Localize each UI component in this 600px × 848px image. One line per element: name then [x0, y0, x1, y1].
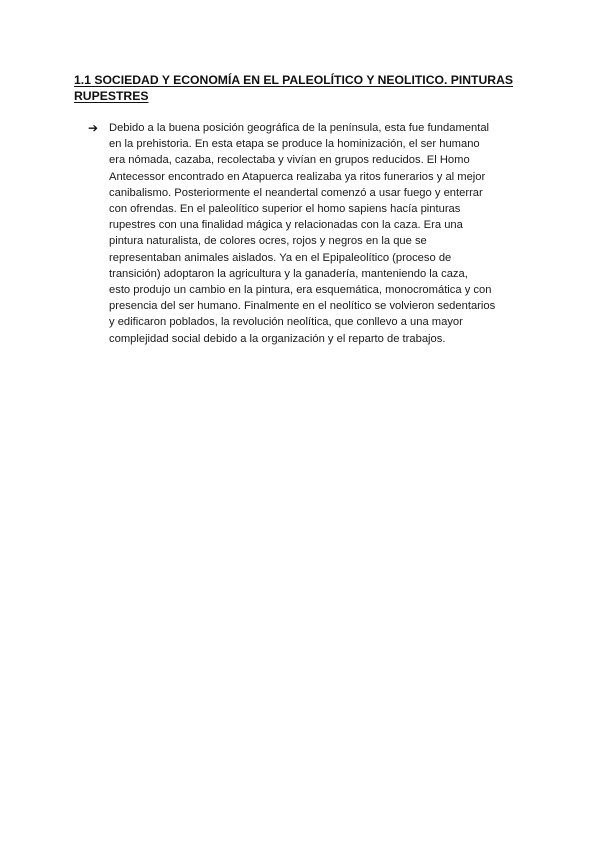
text-line: en la prehistoria. En esta etapa se produce la hominización, el ser humano [109, 138, 480, 151]
text-line: con ofrendas. En el paleolítico superior el homo sapiens hacía pinturas [109, 203, 461, 216]
text-line: pintura naturalista, de colores ocres, rojos y negros en la que se [109, 235, 427, 248]
text-line: presencia del ser humano. Finalmente en el neolítico se volvieron sedentarios [109, 300, 496, 313]
text-line: era nómada, cazaba, recolectaba y vivían en grupos reducidos. El Homo [109, 154, 470, 167]
text-line: Debido a la buena posición geográfica de la península, esta fue fundamental [109, 122, 490, 134]
text-line: complejidad social debido a la organización y el reparto de trabajos. [109, 332, 446, 345]
text-line: rupestres con una finalidad mágica y relacionadas con la caza. Era una [109, 219, 463, 232]
text-line: transición) adoptaron la agricultura y la ganadería, manteniendo la caza, [109, 267, 468, 280]
text-line: canibalismo. Posteriormente el neandertal comenzó a usar fuego y enterrar [109, 186, 483, 199]
bullet-list [88, 120, 540, 347]
section-title: 1.1 SOCIEDAD Y ECONOMÍA EN EL PALEOLÍTICO Y NEOLITICO. PINTURAS RUPESTRES [74, 73, 514, 103]
text-line: Antecessor encontrado en Atapuerca realizaba ya ritos funerarios y al mejor [109, 170, 486, 183]
text-line: esto produjo un cambio en la pintura, era esquemática, monocromática y con [109, 284, 492, 297]
text-line: representaban animales aislados. Ya en el Epipaleolítico (proceso de [109, 251, 452, 264]
list-item [88, 120, 540, 347]
arrow-right-icon: ➔ [88, 121, 99, 135]
paragraph-text [109, 120, 540, 347]
text-line: y edificaron poblados, la revolución neolítica, que conllevo a una mayor [109, 316, 463, 329]
